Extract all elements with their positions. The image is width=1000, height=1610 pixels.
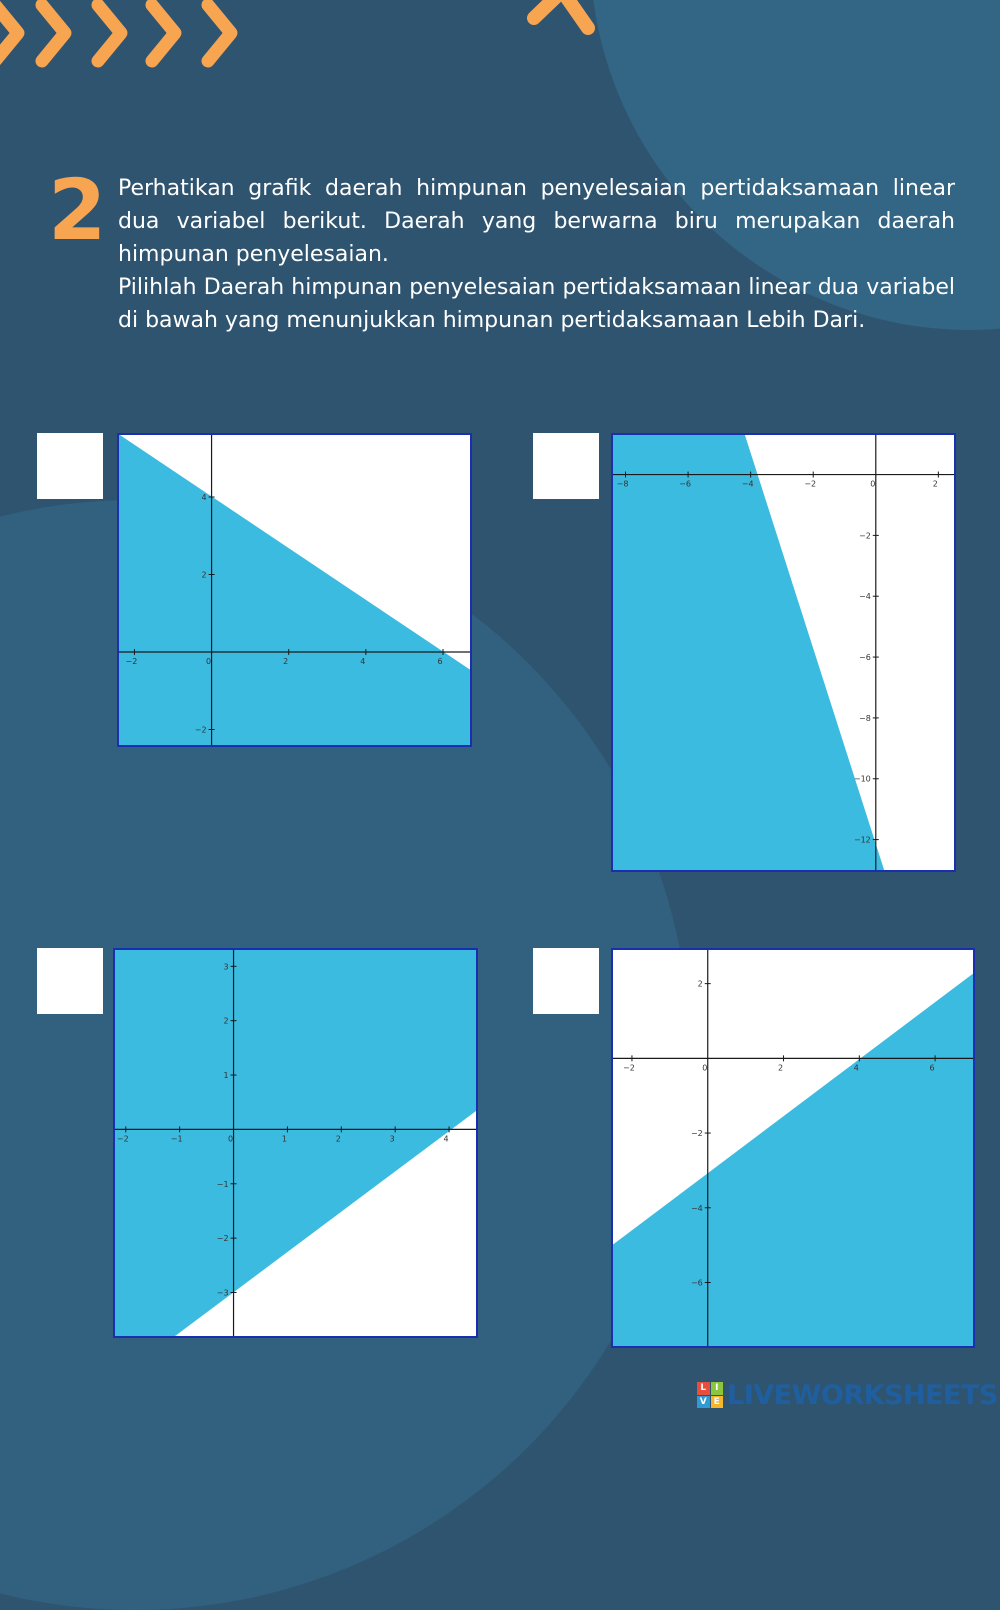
logo-letter: V	[697, 1396, 710, 1409]
graph-plot-c	[115, 950, 476, 1336]
solution-region	[613, 974, 973, 1346]
y-tick-label: 4	[201, 493, 207, 502]
x-tick-label: 6	[437, 657, 443, 666]
solution-region	[119, 435, 470, 745]
solution-region	[115, 950, 476, 1336]
x-tick-label: −2	[804, 479, 817, 489]
graph-plot-b	[613, 435, 954, 870]
x-tick-label: 0	[870, 479, 876, 489]
logo-letter: E	[711, 1396, 724, 1409]
y-tick-label: −4	[858, 592, 871, 602]
y-tick-label: 1	[223, 1071, 229, 1081]
answer-checkbox-d[interactable]	[533, 948, 599, 1014]
y-tick-label: 2	[201, 570, 207, 580]
x-tick-label: −4	[741, 479, 754, 489]
question-paragraph-1: Perhatikan grafik daerah himpunan penyelesaian pertidaksamaan linear dua variabel berikut. Daerah yang berwarna biru merupakan daerah himpunan penyelesaian.	[118, 176, 955, 267]
y-tick-label: 3	[223, 962, 229, 972]
x-tick-label: −2	[623, 1063, 635, 1073]
cross-decoration-icon	[520, 0, 610, 45]
x-tick-label: 1	[281, 1134, 287, 1144]
x-tick-label: −6	[679, 479, 691, 489]
question-text	[118, 172, 955, 337]
y-tick-label: −6	[690, 1278, 703, 1288]
y-tick-label: −10	[853, 774, 871, 784]
x-tick-label: 0	[206, 657, 212, 666]
logo-text: LIVEWORKSHEETS	[727, 1379, 998, 1411]
logo-letter: L	[697, 1382, 710, 1395]
y-tick-label: −2	[690, 1129, 703, 1139]
y-tick-label: 2	[697, 979, 703, 989]
graph-plot-a	[119, 435, 470, 745]
x-tick-label: 0	[227, 1134, 234, 1144]
question-number: 2	[48, 161, 107, 259]
answer-checkbox-b[interactable]	[533, 433, 599, 499]
x-tick-label: 4	[443, 1134, 449, 1144]
graph-option-c	[113, 948, 478, 1338]
y-tick-label: −2	[216, 1234, 229, 1244]
graph-plot-d	[613, 950, 973, 1346]
y-tick-label: −1	[216, 1179, 229, 1189]
y-tick-label: −8	[858, 713, 871, 723]
answer-checkbox-c[interactable]	[37, 948, 103, 1014]
y-tick-label: 2	[223, 1016, 229, 1026]
x-tick-label: 4	[360, 657, 366, 666]
x-tick-label: 6	[929, 1063, 935, 1073]
solution-region	[613, 435, 884, 870]
x-tick-label: 0	[702, 1063, 708, 1073]
question-paragraph-2: Pilihlah Daerah himpunan penyelesaian pertidaksamaan linear dua variabel di bawah yang menunjukkan himpunan pertidaksamaan Lebih Dari.	[118, 275, 955, 333]
graph-option-d	[611, 948, 975, 1348]
x-tick-label: 2	[932, 479, 938, 489]
x-tick-label: −2	[125, 657, 138, 666]
x-tick-label: −1	[170, 1134, 183, 1144]
liveworksheets-logo	[697, 1378, 998, 1412]
x-tick-label: 2	[777, 1063, 784, 1073]
chevron-decoration-icon	[0, 0, 260, 70]
y-tick-label: −2	[858, 531, 871, 541]
x-tick-label: 2	[283, 657, 289, 666]
graph-option-a	[117, 433, 472, 747]
y-tick-label: −3	[216, 1288, 229, 1298]
answer-checkbox-a[interactable]	[37, 433, 103, 499]
x-tick-label: 2	[335, 1134, 341, 1144]
y-tick-label: −2	[194, 725, 207, 735]
y-tick-label: −6	[858, 653, 871, 663]
x-tick-label: 4	[853, 1063, 859, 1073]
graph-option-b	[611, 433, 956, 872]
x-tick-label: 3	[389, 1134, 395, 1144]
y-tick-label: −12	[853, 835, 871, 845]
x-tick-label: −2	[116, 1134, 129, 1144]
y-tick-label: −4	[690, 1203, 703, 1213]
logo-letter: I	[711, 1382, 724, 1395]
liveworksheets-logo-icon	[697, 1382, 723, 1408]
x-tick-label: −8	[616, 479, 629, 489]
